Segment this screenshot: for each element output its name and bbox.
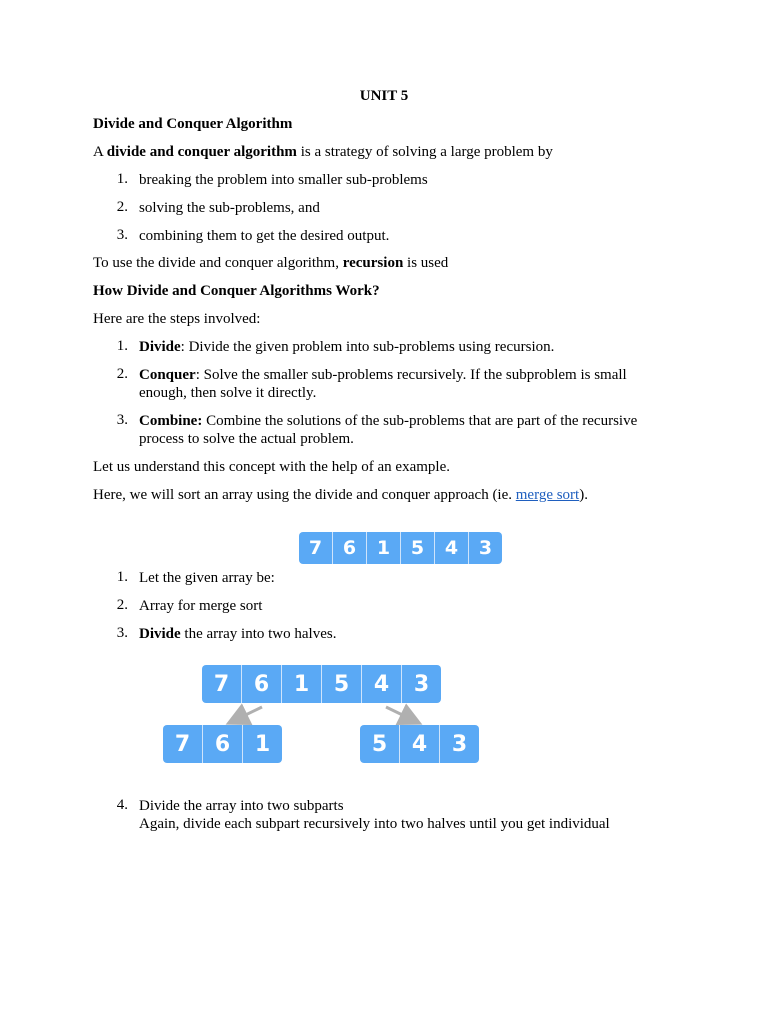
recursion-text-post: is used xyxy=(403,255,449,271)
item4-line2: Again, divide each subpart recursively into two halves until you get individual xyxy=(139,816,610,832)
list-number: 1. xyxy=(116,171,128,187)
array-cell: 7 xyxy=(202,665,242,703)
example-step-text: the array into two halves. xyxy=(180,626,337,642)
page-title: UNIT 5 xyxy=(359,88,409,104)
sort-text-pre: Here, we will sort an array using the divide and conquer approach (ie. xyxy=(93,487,516,503)
list-number: 4. xyxy=(116,797,128,813)
step-term: Conquer xyxy=(139,367,196,383)
list-number: 1. xyxy=(116,338,128,354)
array-cell: 3 xyxy=(451,731,468,757)
step-term: Combine: xyxy=(139,413,203,429)
list-item xyxy=(139,797,669,833)
array-cell: 4 xyxy=(362,665,402,703)
recursion-text-pre: To use the divide and conquer algorithm, xyxy=(93,255,343,271)
array-cell: 7 xyxy=(163,725,203,763)
item4-line1: Divide the array into two subparts xyxy=(139,798,344,814)
array-cell: 5 xyxy=(322,665,362,703)
array-cell: 5 xyxy=(401,532,435,564)
example-step-text: Array for merge sort xyxy=(139,598,263,614)
array-cell: 6 xyxy=(203,725,243,763)
list-number: 2. xyxy=(116,199,128,215)
list-number: 3. xyxy=(116,412,128,428)
intro-bold-term: divide and conquer algorithm xyxy=(106,144,297,160)
array-cell: 1 xyxy=(254,731,271,757)
array-cell: 1 xyxy=(367,532,401,564)
divide-diagram-left-half xyxy=(163,725,282,763)
example-step-term: Divide xyxy=(139,626,181,642)
step-text: : Solve the smaller sub-problems recursively. If the subproblem is small enough, then solve it directly. xyxy=(139,367,627,401)
array-cell: 7 xyxy=(299,532,333,564)
list-number: 2. xyxy=(116,597,128,613)
list-number: 1. xyxy=(116,569,128,585)
step-text: Combine the solutions of the sub-problems that are part of the recursive process to solve the actual problem. xyxy=(139,413,638,447)
list-number: 3. xyxy=(116,625,128,641)
heading-how-it-works: How Divide and Conquer Algorithms Work? xyxy=(93,283,380,299)
intro-text-post: is a strategy of solving a large problem by xyxy=(296,144,553,160)
intro-text-pre: A xyxy=(93,144,107,160)
heading-divide-and-conquer: Divide and Conquer Algorithm xyxy=(93,116,293,132)
list-item: breaking the problem into smaller sub-problems xyxy=(139,172,428,188)
array-cell: 3 xyxy=(413,671,430,697)
array-cell: 3 xyxy=(478,537,493,559)
list-number: 2. xyxy=(116,366,128,382)
list-number: 3. xyxy=(116,227,128,243)
step-term: Divide xyxy=(139,339,181,355)
recursion-bold-term: recursion xyxy=(342,255,404,271)
steps-intro: Here are the steps involved: xyxy=(93,311,261,327)
arrow-left-icon xyxy=(231,707,262,722)
list-item: combining them to get the desired output. xyxy=(139,228,390,244)
array-cell: 4 xyxy=(435,532,469,564)
array-cell: 4 xyxy=(400,725,440,763)
list-item: solving the sub-problems, and xyxy=(139,200,320,216)
example-step-text: Let the given array be: xyxy=(139,570,275,586)
array-cell: 6 xyxy=(242,665,282,703)
divide-diagram-right-half xyxy=(360,725,479,763)
step-text: : Divide the given problem into sub-problems using recursion. xyxy=(180,339,555,355)
merge-sort-link[interactable]: merge sort xyxy=(515,487,580,503)
array-cell: 1 xyxy=(282,665,322,703)
example-paragraph: Let us understand this concept with the help of an example. xyxy=(93,459,450,475)
array-cell: 6 xyxy=(333,532,367,564)
sort-text-post: ). xyxy=(579,487,588,503)
array-cell: 5 xyxy=(360,725,400,763)
arrow-right-icon xyxy=(386,707,417,722)
